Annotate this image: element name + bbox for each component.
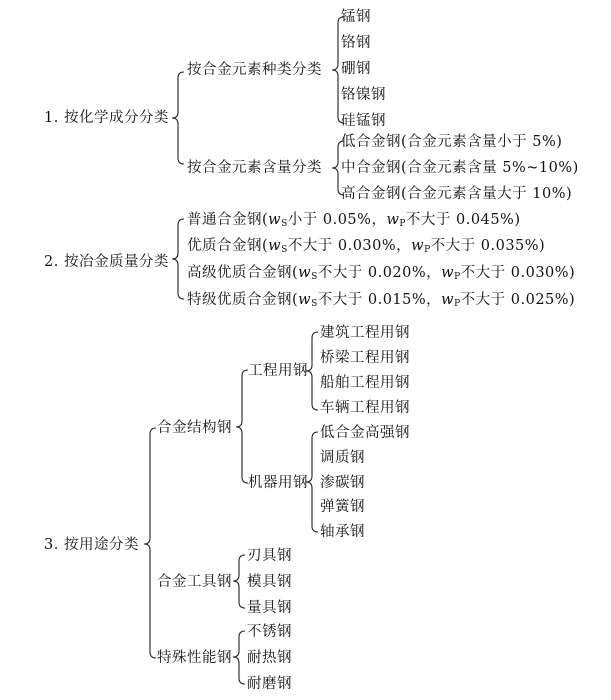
leaf-item: 硼钢 (341, 61, 371, 77)
quality-item: 普通合金钢($w_S$小于 0.05%，$w_P$不大于 0.045%) (187, 212, 521, 229)
brace (172, 72, 184, 164)
leaf-item: 耐热钢 (247, 650, 292, 666)
leaf-item: 铬镍钢 (341, 87, 386, 103)
brace (144, 428, 156, 658)
leaf-item: 调质钢 (320, 450, 365, 466)
brace (233, 631, 245, 684)
leaf-item: 高合金钢(合金元素含量大于 10%) (341, 186, 573, 202)
leaf-item: 锰钢 (341, 9, 371, 25)
leaf-item: 不锈钢 (247, 624, 292, 640)
leaf-item: 桥梁工程用钢 (320, 350, 410, 366)
leaf-item: 弹簧钢 (320, 499, 365, 515)
section-2-label: 2. 按冶金质量分类 (44, 254, 169, 270)
leaf-item: 量具钢 (247, 600, 292, 616)
leaf-item: 中合金钢(合金元素含量 5%~10%) (341, 160, 579, 176)
leaf-item: 建筑工程用钢 (320, 325, 410, 341)
leaf-item: 低合金钢(合金元素含量小于 5%) (341, 134, 563, 150)
section-1-label: 1. 按化学成分分类 (44, 110, 169, 126)
section-3-label: 3. 按用途分类 (44, 537, 139, 553)
leaf-item: 渗碳钢 (320, 475, 365, 491)
quality-item: 特级优质合金钢($w_S$不大于 0.015%，$w_P$不大于 0.025%) (187, 292, 576, 309)
group-tool-steel-label: 合金工具钢 (157, 574, 232, 590)
group-special-steel-label: 特殊性能钢 (157, 650, 232, 666)
brace (236, 370, 248, 483)
group-structural-steel-label: 合金结构钢 (157, 420, 232, 436)
leaf-item: 模具钢 (247, 574, 292, 590)
quality-item: 优质合金钢($w_S$不大于 0.030%，$w_P$不大于 0.035%) (187, 238, 546, 255)
leaf-item: 刃具钢 (247, 548, 292, 564)
leaf-item: 耐磨钢 (247, 676, 292, 692)
group-element-type-label: 按合金元素种类分类 (187, 62, 322, 78)
brace (172, 219, 184, 299)
group-element-content-label: 按合金元素含量分类 (187, 160, 322, 176)
quality-item: 高级优质合金钢($w_S$不大于 0.020%，$w_P$不大于 0.030%) (187, 265, 576, 282)
leaf-item: 铬钢 (341, 35, 371, 51)
leaf-item: 轴承钢 (320, 524, 365, 540)
leaf-item: 低合金高强钢 (320, 425, 410, 441)
leaf-item: 硅锰钢 (341, 113, 386, 129)
brace (233, 555, 245, 608)
leaf-item: 车辆工程用钢 (320, 400, 410, 416)
subgroup-machine-label: 机器用钢 (248, 475, 308, 491)
subgroup-engineering-label: 工程用钢 (248, 363, 308, 379)
leaf-item: 船舶工程用钢 (320, 375, 410, 391)
